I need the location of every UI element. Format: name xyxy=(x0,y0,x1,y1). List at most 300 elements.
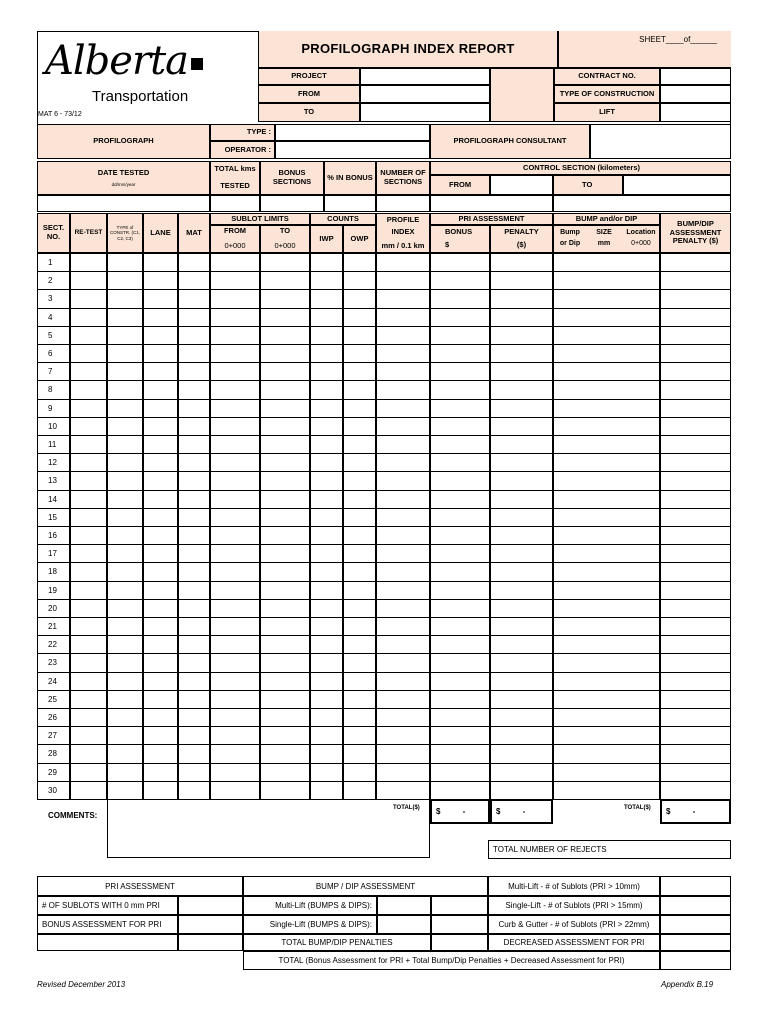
penalty-cell[interactable] xyxy=(490,362,553,381)
penalty-cell[interactable] xyxy=(490,344,553,363)
bonus-cell[interactable] xyxy=(430,508,490,527)
retest-cell[interactable] xyxy=(70,526,107,545)
owp-cell[interactable] xyxy=(343,362,376,381)
retest-cell[interactable] xyxy=(70,253,107,272)
owp-cell[interactable] xyxy=(343,544,376,563)
bump-dip-cell[interactable] xyxy=(553,781,660,800)
to-cell[interactable] xyxy=(260,417,310,436)
type-cell[interactable] xyxy=(107,562,143,581)
mat-cell[interactable] xyxy=(178,617,210,636)
retest-cell[interactable] xyxy=(70,544,107,563)
comments-field[interactable] xyxy=(107,799,430,858)
profile-index-cell[interactable] xyxy=(376,399,430,418)
bonus-cell[interactable] xyxy=(430,417,490,436)
multi-lift-field-1[interactable] xyxy=(377,896,431,915)
bump-assessment-cell[interactable] xyxy=(660,453,731,472)
retest-cell[interactable] xyxy=(70,417,107,436)
penalty-cell[interactable] xyxy=(490,708,553,727)
profile-index-cell[interactable] xyxy=(376,599,430,618)
bonus-cell[interactable] xyxy=(430,617,490,636)
decreased-field[interactable] xyxy=(660,934,731,951)
retest-cell[interactable] xyxy=(70,744,107,763)
bonus-cell[interactable] xyxy=(430,308,490,327)
iwp-cell[interactable] xyxy=(310,708,343,727)
bonus-cell[interactable] xyxy=(430,726,490,745)
from-cell[interactable] xyxy=(210,744,260,763)
from-cell[interactable] xyxy=(210,781,260,800)
owp-cell[interactable] xyxy=(343,763,376,782)
from-cell[interactable] xyxy=(210,726,260,745)
mat-cell[interactable] xyxy=(178,380,210,399)
bump-assessment-cell[interactable] xyxy=(660,653,731,672)
penalty-cell[interactable] xyxy=(490,471,553,490)
bump-dip-cell[interactable] xyxy=(553,690,660,709)
from-cell[interactable] xyxy=(210,526,260,545)
type-cell[interactable] xyxy=(107,744,143,763)
profile-index-cell[interactable] xyxy=(376,562,430,581)
lane-cell[interactable] xyxy=(143,581,178,600)
owp-cell[interactable] xyxy=(343,344,376,363)
retest-cell[interactable] xyxy=(70,617,107,636)
bonus-cell[interactable] xyxy=(430,635,490,654)
to-cell[interactable] xyxy=(260,344,310,363)
penalty-cell[interactable] xyxy=(490,380,553,399)
bump-assessment-cell[interactable] xyxy=(660,508,731,527)
pri-blank-field[interactable] xyxy=(178,934,243,951)
retest-cell[interactable] xyxy=(70,781,107,800)
owp-cell[interactable] xyxy=(343,271,376,290)
profile-index-cell[interactable] xyxy=(376,744,430,763)
to-cell[interactable] xyxy=(260,308,310,327)
bonus-cell[interactable] xyxy=(430,435,490,454)
owp-cell[interactable] xyxy=(343,417,376,436)
from-cell[interactable] xyxy=(210,289,260,308)
lane-cell[interactable] xyxy=(143,653,178,672)
bump-dip-cell[interactable] xyxy=(553,744,660,763)
project-field[interactable] xyxy=(360,68,490,85)
operator-field[interactable] xyxy=(275,141,430,159)
profile-index-cell[interactable] xyxy=(376,435,430,454)
type-cell[interactable] xyxy=(107,726,143,745)
owp-cell[interactable] xyxy=(343,471,376,490)
to-cell[interactable] xyxy=(260,635,310,654)
to-cell[interactable] xyxy=(260,508,310,527)
profile-index-cell[interactable] xyxy=(376,344,430,363)
bonus-cell[interactable] xyxy=(430,708,490,727)
from-cell[interactable] xyxy=(210,271,260,290)
to-field[interactable] xyxy=(360,103,490,122)
bump-assessment-cell[interactable] xyxy=(660,253,731,272)
type-cell[interactable] xyxy=(107,708,143,727)
to-cell[interactable] xyxy=(260,781,310,800)
retest-cell[interactable] xyxy=(70,344,107,363)
penalty-cell[interactable] xyxy=(490,289,553,308)
grand-total-field[interactable] xyxy=(660,951,731,970)
iwp-cell[interactable] xyxy=(310,453,343,472)
owp-cell[interactable] xyxy=(343,599,376,618)
lane-cell[interactable] xyxy=(143,599,178,618)
owp-cell[interactable] xyxy=(343,708,376,727)
bump-assessment-cell[interactable] xyxy=(660,544,731,563)
bump-dip-cell[interactable] xyxy=(553,308,660,327)
bump-assessment-cell[interactable] xyxy=(660,344,731,363)
penalty-cell[interactable] xyxy=(490,453,553,472)
iwp-cell[interactable] xyxy=(310,435,343,454)
bump-assessment-cell[interactable] xyxy=(660,690,731,709)
bonus-cell[interactable] xyxy=(430,490,490,509)
owp-cell[interactable] xyxy=(343,289,376,308)
bonus-pri-field[interactable] xyxy=(178,915,243,934)
from-cell[interactable] xyxy=(210,763,260,782)
mat-cell[interactable] xyxy=(178,362,210,381)
penalty-cell[interactable] xyxy=(490,690,553,709)
lane-cell[interactable] xyxy=(143,690,178,709)
bump-dip-cell[interactable] xyxy=(553,253,660,272)
mat-cell[interactable] xyxy=(178,435,210,454)
total-bump-penalties-field[interactable] xyxy=(431,934,488,951)
lane-cell[interactable] xyxy=(143,726,178,745)
mat-cell[interactable] xyxy=(178,508,210,527)
type-cell[interactable] xyxy=(107,326,143,345)
lane-cell[interactable] xyxy=(143,544,178,563)
owp-cell[interactable] xyxy=(343,253,376,272)
bump-dip-cell[interactable] xyxy=(553,435,660,454)
bonus-cell[interactable] xyxy=(430,763,490,782)
control-to-value[interactable] xyxy=(553,195,731,212)
to-cell[interactable] xyxy=(260,744,310,763)
to-cell[interactable] xyxy=(260,362,310,381)
penalty-cell[interactable] xyxy=(490,581,553,600)
mat-cell[interactable] xyxy=(178,726,210,745)
curb-gutter-field[interactable] xyxy=(660,915,731,934)
owp-cell[interactable] xyxy=(343,526,376,545)
penalty-cell[interactable] xyxy=(490,744,553,763)
bump-assessment-cell[interactable] xyxy=(660,763,731,782)
bump-assessment-cell[interactable] xyxy=(660,672,731,691)
retest-cell[interactable] xyxy=(70,399,107,418)
lane-cell[interactable] xyxy=(143,399,178,418)
profile-index-cell[interactable] xyxy=(376,763,430,782)
iwp-cell[interactable] xyxy=(310,672,343,691)
mat-cell[interactable] xyxy=(178,453,210,472)
penalty-cell[interactable] xyxy=(490,763,553,782)
type-cell[interactable] xyxy=(107,344,143,363)
mat-cell[interactable] xyxy=(178,708,210,727)
to-cell[interactable] xyxy=(260,435,310,454)
retest-cell[interactable] xyxy=(70,508,107,527)
bump-dip-cell[interactable] xyxy=(553,581,660,600)
to-cell[interactable] xyxy=(260,599,310,618)
multi-lift-field-2[interactable] xyxy=(431,896,488,915)
to-cell[interactable] xyxy=(260,581,310,600)
profile-index-cell[interactable] xyxy=(376,471,430,490)
lane-cell[interactable] xyxy=(143,744,178,763)
penalty-cell[interactable] xyxy=(490,599,553,618)
bump-dip-cell[interactable] xyxy=(553,271,660,290)
type-cell[interactable] xyxy=(107,544,143,563)
bump-dip-cell[interactable] xyxy=(553,763,660,782)
mat-cell[interactable] xyxy=(178,526,210,545)
to-cell[interactable] xyxy=(260,526,310,545)
mat-cell[interactable] xyxy=(178,490,210,509)
mat-cell[interactable] xyxy=(178,471,210,490)
control-from-value[interactable] xyxy=(430,195,553,212)
bump-assessment-cell[interactable] xyxy=(660,435,731,454)
bump-dip-cell[interactable] xyxy=(553,399,660,418)
type-cell[interactable] xyxy=(107,471,143,490)
bump-dip-cell[interactable] xyxy=(553,562,660,581)
mat-cell[interactable] xyxy=(178,326,210,345)
from-cell[interactable] xyxy=(210,708,260,727)
multi-lift-sublots-field[interactable] xyxy=(660,876,731,896)
penalty-cell[interactable] xyxy=(490,781,553,800)
bump-dip-cell[interactable] xyxy=(553,526,660,545)
bump-dip-cell[interactable] xyxy=(553,617,660,636)
profile-index-cell[interactable] xyxy=(376,453,430,472)
owp-cell[interactable] xyxy=(343,508,376,527)
type-cell[interactable] xyxy=(107,362,143,381)
to-cell[interactable] xyxy=(260,471,310,490)
lane-cell[interactable] xyxy=(143,344,178,363)
bonus-cell[interactable] xyxy=(430,544,490,563)
penalty-cell[interactable] xyxy=(490,672,553,691)
profile-index-cell[interactable] xyxy=(376,672,430,691)
bump-dip-cell[interactable] xyxy=(553,471,660,490)
mat-cell[interactable] xyxy=(178,635,210,654)
bonus-cell[interactable] xyxy=(430,744,490,763)
bump-dip-cell[interactable] xyxy=(553,708,660,727)
profile-index-cell[interactable] xyxy=(376,308,430,327)
lane-cell[interactable] xyxy=(143,271,178,290)
retest-cell[interactable] xyxy=(70,599,107,618)
profile-index-cell[interactable] xyxy=(376,581,430,600)
sublots-zero-field[interactable] xyxy=(178,896,243,915)
bonus-sections-field[interactable] xyxy=(260,195,324,212)
owp-cell[interactable] xyxy=(343,726,376,745)
bump-dip-cell[interactable] xyxy=(553,326,660,345)
mat-cell[interactable] xyxy=(178,581,210,600)
profile-index-cell[interactable] xyxy=(376,653,430,672)
lane-cell[interactable] xyxy=(143,435,178,454)
lane-cell[interactable] xyxy=(143,508,178,527)
retest-cell[interactable] xyxy=(70,763,107,782)
retest-cell[interactable] xyxy=(70,308,107,327)
to-cell[interactable] xyxy=(260,617,310,636)
profile-index-cell[interactable] xyxy=(376,544,430,563)
from-cell[interactable] xyxy=(210,653,260,672)
penalty-cell[interactable] xyxy=(490,435,553,454)
retest-cell[interactable] xyxy=(70,435,107,454)
type-cell[interactable] xyxy=(107,635,143,654)
from-cell[interactable] xyxy=(210,508,260,527)
bonus-cell[interactable] xyxy=(430,344,490,363)
type-cell[interactable] xyxy=(107,308,143,327)
type-cell[interactable] xyxy=(107,508,143,527)
mat-cell[interactable] xyxy=(178,417,210,436)
bonus-cell[interactable] xyxy=(430,562,490,581)
owp-cell[interactable] xyxy=(343,581,376,600)
iwp-cell[interactable] xyxy=(310,508,343,527)
bump-dip-cell[interactable] xyxy=(553,490,660,509)
profile-index-cell[interactable] xyxy=(376,526,430,545)
from-cell[interactable] xyxy=(210,453,260,472)
retest-cell[interactable] xyxy=(70,726,107,745)
iwp-cell[interactable] xyxy=(310,526,343,545)
type-field[interactable] xyxy=(275,124,430,141)
bump-assessment-cell[interactable] xyxy=(660,490,731,509)
bump-dip-cell[interactable] xyxy=(553,453,660,472)
consultant-field[interactable] xyxy=(590,124,731,159)
retest-cell[interactable] xyxy=(70,635,107,654)
bump-assessment-cell[interactable] xyxy=(660,562,731,581)
iwp-cell[interactable] xyxy=(310,326,343,345)
bump-assessment-cell[interactable] xyxy=(660,399,731,418)
iwp-cell[interactable] xyxy=(310,744,343,763)
owp-cell[interactable] xyxy=(343,744,376,763)
to-cell[interactable] xyxy=(260,271,310,290)
single-lift-field-1[interactable] xyxy=(377,915,431,934)
penalty-cell[interactable] xyxy=(490,326,553,345)
type-cell[interactable] xyxy=(107,581,143,600)
bump-assessment-cell[interactable] xyxy=(660,781,731,800)
type-cell[interactable] xyxy=(107,526,143,545)
mat-cell[interactable] xyxy=(178,271,210,290)
to-cell[interactable] xyxy=(260,490,310,509)
bump-assessment-cell[interactable] xyxy=(660,362,731,381)
type-cell[interactable] xyxy=(107,690,143,709)
retest-cell[interactable] xyxy=(70,581,107,600)
to-cell[interactable] xyxy=(260,726,310,745)
lane-cell[interactable] xyxy=(143,380,178,399)
profile-index-cell[interactable] xyxy=(376,508,430,527)
from-cell[interactable] xyxy=(210,635,260,654)
type-cell[interactable] xyxy=(107,672,143,691)
from-cell[interactable] xyxy=(210,344,260,363)
mat-cell[interactable] xyxy=(178,599,210,618)
profile-index-cell[interactable] xyxy=(376,326,430,345)
iwp-cell[interactable] xyxy=(310,471,343,490)
type-cell[interactable] xyxy=(107,253,143,272)
profile-index-cell[interactable] xyxy=(376,635,430,654)
lane-cell[interactable] xyxy=(143,362,178,381)
penalty-cell[interactable] xyxy=(490,726,553,745)
penalty-cell[interactable] xyxy=(490,635,553,654)
bump-assessment-cell[interactable] xyxy=(660,599,731,618)
bonus-cell[interactable] xyxy=(430,271,490,290)
bump-assessment-cell[interactable] xyxy=(660,471,731,490)
lane-cell[interactable] xyxy=(143,326,178,345)
bump-assessment-cell[interactable] xyxy=(660,708,731,727)
from-cell[interactable] xyxy=(210,308,260,327)
bump-dip-cell[interactable] xyxy=(553,544,660,563)
lane-cell[interactable] xyxy=(143,562,178,581)
bump-dip-cell[interactable] xyxy=(553,417,660,436)
bonus-cell[interactable] xyxy=(430,471,490,490)
bonus-cell[interactable] xyxy=(430,380,490,399)
retest-cell[interactable] xyxy=(70,362,107,381)
profile-index-cell[interactable] xyxy=(376,380,430,399)
iwp-cell[interactable] xyxy=(310,289,343,308)
from-cell[interactable] xyxy=(210,617,260,636)
pct-bonus-field[interactable] xyxy=(324,195,376,212)
type-cell[interactable] xyxy=(107,617,143,636)
iwp-cell[interactable] xyxy=(310,635,343,654)
bonus-cell[interactable] xyxy=(430,672,490,691)
iwp-cell[interactable] xyxy=(310,490,343,509)
bonus-cell[interactable] xyxy=(430,690,490,709)
penalty-cell[interactable] xyxy=(490,544,553,563)
mat-cell[interactable] xyxy=(178,253,210,272)
from-cell[interactable] xyxy=(210,253,260,272)
iwp-cell[interactable] xyxy=(310,253,343,272)
bonus-cell[interactable] xyxy=(430,253,490,272)
iwp-cell[interactable] xyxy=(310,617,343,636)
mat-cell[interactable] xyxy=(178,544,210,563)
owp-cell[interactable] xyxy=(343,380,376,399)
date-tested-field[interactable] xyxy=(37,195,210,212)
bump-assessment-cell[interactable] xyxy=(660,635,731,654)
lane-cell[interactable] xyxy=(143,526,178,545)
mat-cell[interactable] xyxy=(178,763,210,782)
from-cell[interactable] xyxy=(210,380,260,399)
to-cell[interactable] xyxy=(260,326,310,345)
to-cell[interactable] xyxy=(260,653,310,672)
penalty-cell[interactable] xyxy=(490,308,553,327)
iwp-cell[interactable] xyxy=(310,380,343,399)
lane-cell[interactable] xyxy=(143,708,178,727)
lane-cell[interactable] xyxy=(143,635,178,654)
lane-cell[interactable] xyxy=(143,763,178,782)
to-cell[interactable] xyxy=(260,562,310,581)
bump-assessment-cell[interactable] xyxy=(660,617,731,636)
contract-field[interactable] xyxy=(660,68,731,85)
penalty-cell[interactable] xyxy=(490,653,553,672)
from-field[interactable] xyxy=(360,85,490,103)
owp-cell[interactable] xyxy=(343,399,376,418)
lane-cell[interactable] xyxy=(143,617,178,636)
to-cell[interactable] xyxy=(260,544,310,563)
type-cell[interactable] xyxy=(107,599,143,618)
from-cell[interactable] xyxy=(210,471,260,490)
type-cell[interactable] xyxy=(107,380,143,399)
mat-cell[interactable] xyxy=(178,562,210,581)
type-cell[interactable] xyxy=(107,435,143,454)
bump-assessment-cell[interactable] xyxy=(660,326,731,345)
owp-cell[interactable] xyxy=(343,490,376,509)
bump-dip-cell[interactable] xyxy=(553,599,660,618)
bump-assessment-cell[interactable] xyxy=(660,271,731,290)
type-cell[interactable] xyxy=(107,490,143,509)
iwp-cell[interactable] xyxy=(310,417,343,436)
from-cell[interactable] xyxy=(210,562,260,581)
profile-index-cell[interactable] xyxy=(376,708,430,727)
bump-dip-cell[interactable] xyxy=(553,344,660,363)
lane-cell[interactable] xyxy=(143,672,178,691)
owp-cell[interactable] xyxy=(343,672,376,691)
profile-index-cell[interactable] xyxy=(376,253,430,272)
bump-dip-cell[interactable] xyxy=(553,726,660,745)
penalty-cell[interactable] xyxy=(490,617,553,636)
bump-assessment-cell[interactable] xyxy=(660,744,731,763)
to-cell[interactable] xyxy=(260,672,310,691)
from-cell[interactable] xyxy=(210,435,260,454)
control-to-field[interactable] xyxy=(623,175,731,195)
bump-assessment-cell[interactable] xyxy=(660,417,731,436)
owp-cell[interactable] xyxy=(343,635,376,654)
from-cell[interactable] xyxy=(210,544,260,563)
to-cell[interactable] xyxy=(260,453,310,472)
owp-cell[interactable] xyxy=(343,617,376,636)
